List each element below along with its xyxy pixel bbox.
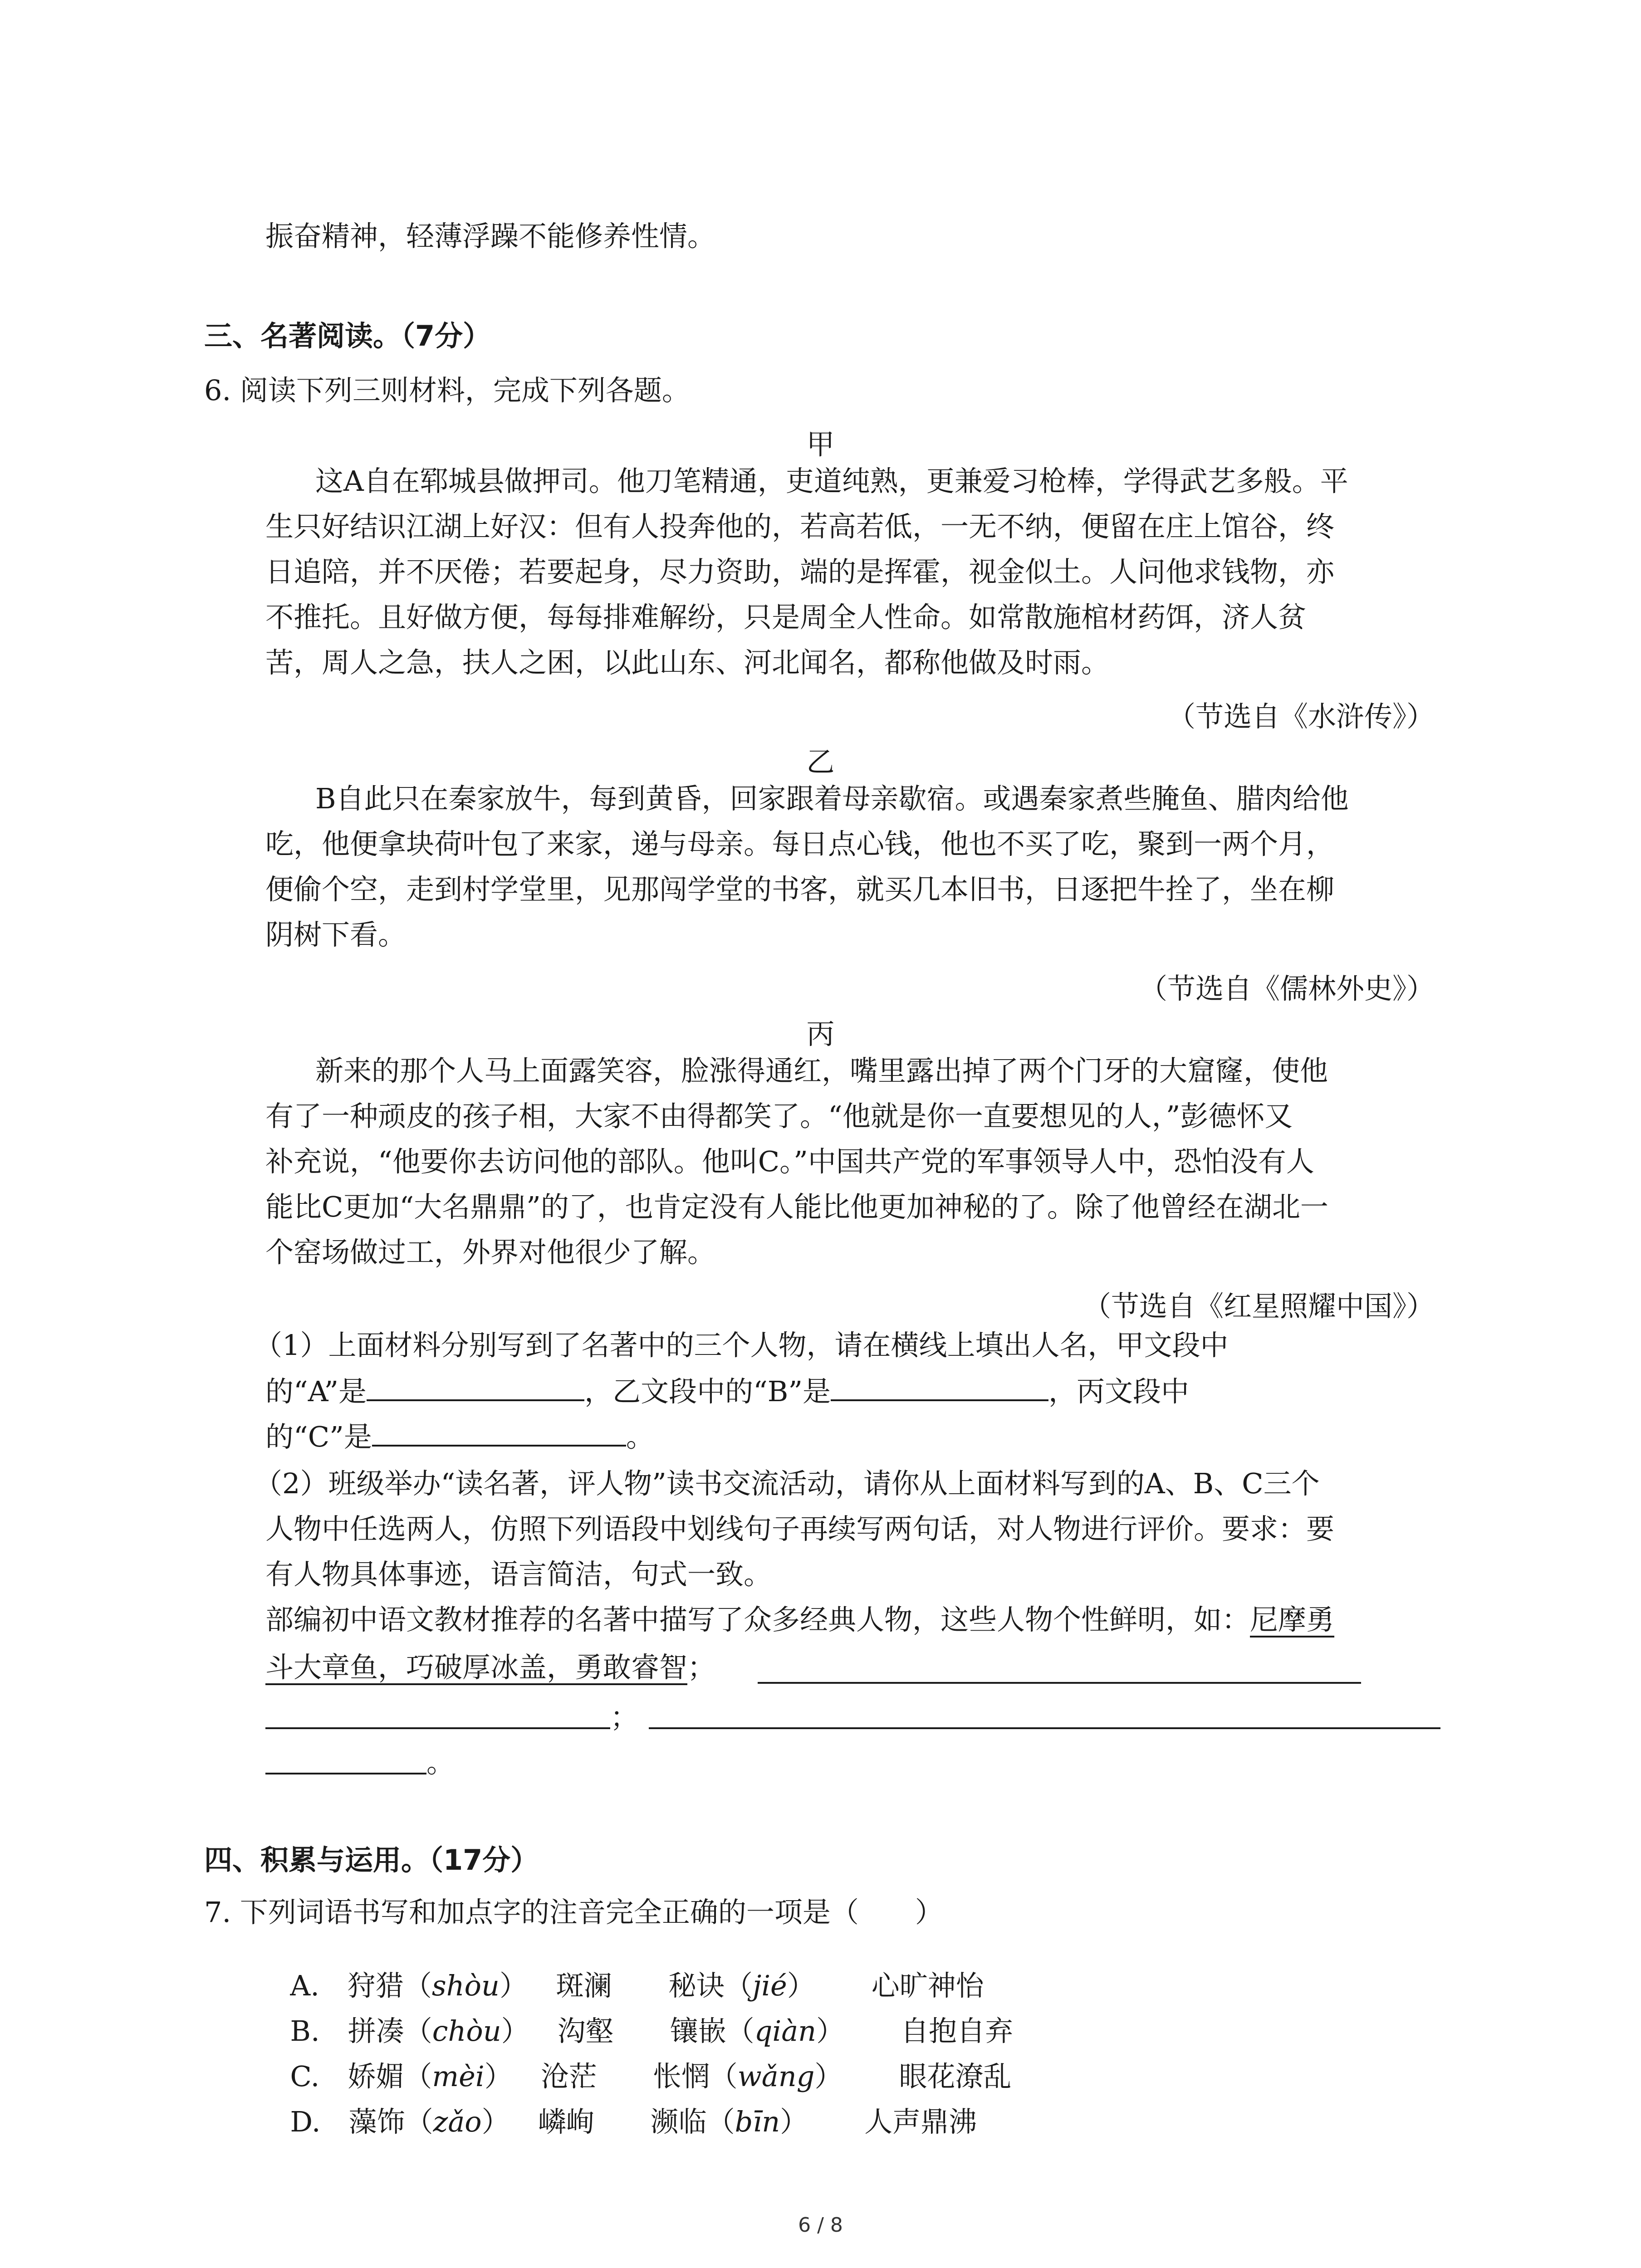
passage-yi-source: （节选自《儒林外史》）: [1139, 972, 1435, 1005]
passage-yi-line: 便偷个空，走到村学堂里，见那闯学堂的书客，就买几本旧书，日逐把牛拴了，坐在柳: [265, 873, 1335, 906]
passage-yi-line: B自此只在秦家放牛，每到黄昏，回家跟着母亲歇宿。或遇秦家煮些腌鱼、腊肉给他: [315, 782, 1349, 815]
q6-sub2-line: 有人物具体事迹，语言简洁，句式一致。: [265, 1558, 772, 1591]
q6-stem: 6. 阅读下列三则材料，完成下列各题。: [204, 374, 690, 407]
option-word: 镶嵌（: [670, 2014, 754, 2048]
option-pinyin: shòu: [431, 1969, 500, 2002]
passage-jia-source: （节选自《水浒传》）: [1167, 700, 1435, 733]
passage-bing-line: 个窑场做过工，外界对他很少了解。: [265, 1236, 716, 1269]
passage-jia-line: 日追陪，并不厌倦；若要起身，尽力资助，端的是挥霍，视金似土。人问他求钱物，亦: [265, 555, 1335, 588]
option-letter: A.: [290, 1969, 319, 2002]
option-pinyin: zǎo: [433, 2105, 482, 2138]
q6-sub2-line: 人物中任选两人，仿照下列语段中划线句子再续写两句话，对人物进行评价。要求：要: [265, 1512, 1335, 1545]
option-word: 嶙峋: [538, 2105, 594, 2138]
passage-jia-line: 生只好结识江湖上好汉：但有人投奔他的，若高若低，一无不纳，便留在庄上馆谷，终: [265, 510, 1335, 543]
option-paren: ）: [484, 2060, 513, 2093]
q7-option-d[interactable]: [272, 2080, 977, 2136]
option-paren: ）: [787, 1969, 815, 2002]
q6-sub2-example-cont: [265, 1651, 716, 1684]
q6-sub1-line3: [265, 1422, 654, 1451]
answer-blank-c[interactable]: [372, 1422, 626, 1447]
option-pinyin: jié: [752, 1969, 787, 2002]
option-paren: ）: [814, 2060, 843, 2093]
option-letter: D.: [290, 2105, 321, 2138]
q6-sub1-a-label: 的“A”是: [265, 1375, 367, 1408]
q6-sub1-c-label: ，丙文段中: [1048, 1375, 1190, 1408]
q6-sub1-b-label: ，乙文段中的“B”是: [584, 1375, 831, 1408]
q6-sub1-line1: （1）上面材料分别写到了名著中的三个人物，请在横线上填出人名，甲文段中: [254, 1329, 1229, 1362]
section-3-heading: 三、名著阅读。（7分）: [204, 319, 491, 352]
option-word: 藻饰（: [348, 2105, 433, 2138]
option-word: 斑澜: [555, 1969, 612, 2002]
passage-bing-line: 补充说，“他要你去访问他的部队。他叫C。”中国共产党的军事领导人中，恐怕没有人: [265, 1145, 1314, 1178]
q6-sub2-line: （2）班级举办“读名著，评人物”读书交流活动，请你从上面材料写到的A、B、C三个: [254, 1467, 1320, 1500]
intro-line: 振奋精神，轻薄浮躁不能修养性情。: [265, 220, 716, 253]
passage-bing-line: 有了一种顽皮的孩子相，大家不由得都笑了。“他就是你一直要想见的人，”彭德怀又: [265, 1100, 1293, 1133]
option-letter: C.: [290, 2060, 320, 2093]
answer-end-period: 。: [426, 1746, 455, 1779]
answer-semicolon: ；: [610, 1701, 639, 1734]
page-number: 6 / 8: [798, 2214, 843, 2237]
option-word: 拼凑（: [348, 2014, 432, 2048]
passage-jia-line: 不推托。且好做方便，每每排难解纷，只是周全人性命。如常散施棺材药饵，济人贫: [265, 601, 1307, 634]
option-word: 怅惘（: [653, 2060, 738, 2093]
passage-yi-line: 吃，他便拿块荷叶包了来家，递与母亲。每日点心钱，他也不买了吃，聚到一两个月，: [265, 827, 1335, 860]
passage-jia-label: 甲: [806, 428, 835, 461]
option-word: 沧茫: [540, 2060, 597, 2093]
option-word: 娇媚（: [348, 2060, 432, 2093]
q6-sub1-end: 。: [626, 1420, 654, 1453]
option-paren: ）: [501, 2014, 529, 2048]
example-prefix: 部编初中语文教材推荐的名著中描写了众多经典人物，这些人物个性鲜明，如：: [265, 1603, 1250, 1636]
option-paren: ）: [499, 1969, 528, 2002]
option-word: 眼花潦乱: [899, 2060, 1012, 2093]
option-paren: ）: [481, 2105, 510, 2138]
q6-sub1-c-answer-label: 的“C”是: [265, 1420, 372, 1453]
example-underlined-sentence: 尼摩勇: [1250, 1603, 1335, 1636]
passage-bing-label: 丙: [806, 1017, 835, 1051]
option-word: 秘诀（: [668, 1969, 753, 2002]
example-semicolon: ；: [687, 1651, 716, 1684]
answer-line-1[interactable]: [758, 1682, 1361, 1684]
passage-yi-label: 乙: [806, 745, 835, 778]
option-paren: ）: [816, 2014, 845, 2048]
example-underlined-sentence-cont: 斗大章鱼，巧破厚冰盖，勇敢睿智: [265, 1651, 688, 1684]
option-paren: ）: [780, 2105, 808, 2138]
option-word: 自抱自弃: [901, 2014, 1014, 2048]
q7-stem: 7. 下列词语书写和加点字的注音完全正确的一项是（ ）: [204, 1896, 943, 1929]
option-pinyin: bīn: [735, 2105, 780, 2138]
option-word: 狩猎（: [347, 1969, 432, 2002]
option-word: 人声鼎沸: [864, 2105, 977, 2138]
passage-yi-line: 阴树下看。: [265, 918, 407, 951]
passage-bing-line: 能比C更加“大名鼎鼎”的了，也肯定没有人能比他更加神秘的了。除了他曾经在湖北一: [265, 1190, 1328, 1223]
option-pinyin: chòu: [432, 2014, 501, 2048]
option-word: 沟壑: [557, 2014, 614, 2048]
option-word: 心旷神怡: [871, 1969, 984, 2002]
answer-blank-b[interactable]: [831, 1377, 1048, 1401]
option-pinyin: mèi: [432, 2060, 485, 2093]
answer-line-2[interactable]: [265, 1727, 610, 1729]
passage-bing-source: （节选自《红星照耀中国》）: [1083, 1290, 1435, 1323]
q6-sub1-line2: [265, 1377, 1189, 1406]
option-word: 濒临（: [650, 2105, 735, 2138]
passage-jia-line: 苦，周人之急，扶人之困，以此山东、河北闻名，都称他做及时雨。: [265, 646, 1110, 679]
passage-jia-line: 这A自在郓城县做押司。他刀笔精通，吏道纯熟，更兼爱习枪棒，学得武艺多般。平: [315, 464, 1348, 498]
option-pinyin: qiàn: [754, 2014, 817, 2048]
option-letter: B.: [290, 2014, 320, 2048]
q6-sub2-example: [265, 1603, 1335, 1636]
option-pinyin: wǎng: [737, 2060, 815, 2093]
passage-bing-line: 新来的那个人马上面露笑容，脸涨得通红，嘴里露出掉了两个门牙的大窟窿，使他: [315, 1054, 1328, 1087]
answer-blank-a[interactable]: [367, 1377, 584, 1401]
answer-line-3[interactable]: [649, 1727, 1440, 1729]
section-4-heading: 四、积累与运用。（17分）: [204, 1843, 539, 1877]
answer-line-4[interactable]: [265, 1773, 426, 1774]
